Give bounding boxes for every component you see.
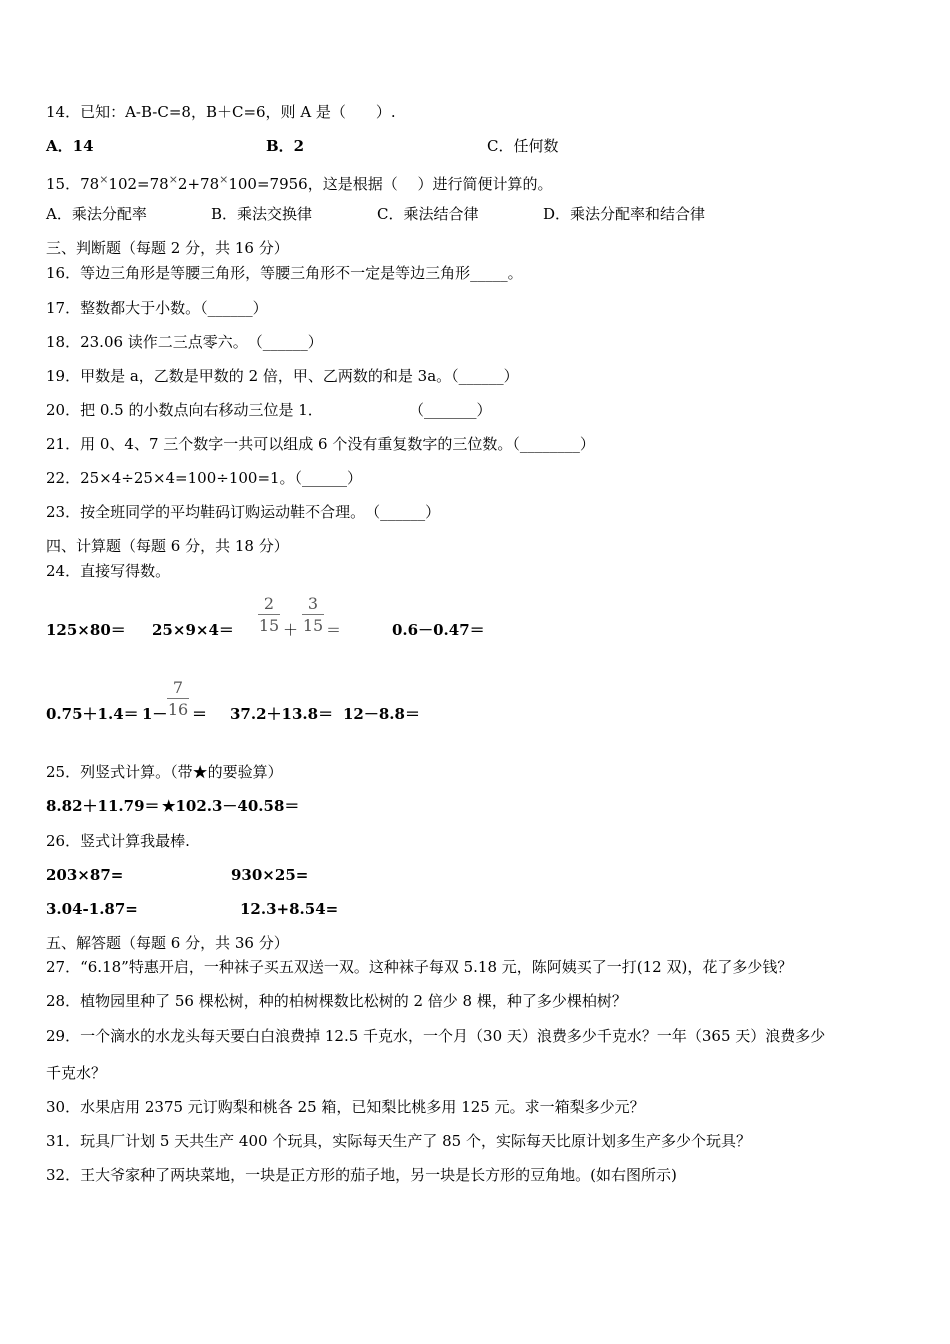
question-26: 26．竖式计算我最棒. xyxy=(46,832,190,850)
question-23: 23．按全班同学的平均鞋码订购运动鞋不合理。 （______） xyxy=(46,503,441,521)
question-28: 28．植物园里种了 56 棵松树，种的柏树棵数比松树的 2 倍少 8 棵，种了多少棵柏树？ xyxy=(46,992,627,1010)
question-22: 22．25×4÷25×4=100÷100=1。（______） xyxy=(46,469,363,487)
question-24: 24．直接写得数。 xyxy=(46,562,171,580)
q15-part-d: 100=7956，这是根据（ ）进行简便计算的。 xyxy=(228,175,553,193)
question-32: 32．王大爷家种了两块菜地，一块是正方形的茄子地，另一块是长方形的豆角地。(如右图所示) xyxy=(46,1166,677,1184)
times-sign-icon: × xyxy=(99,173,109,186)
calc-item: 12.3+8.54= xyxy=(240,900,339,918)
calc-item-starred: ★102.3－40.58＝ xyxy=(162,797,300,815)
q15-part-a: 15．78 xyxy=(46,175,100,193)
fraction-denominator: 15 xyxy=(258,616,280,635)
q15-part-b: 102=78 xyxy=(108,175,169,193)
q15-option-d: D．乘法分配率和结合律 xyxy=(543,205,706,223)
question-17: 17．整数都大于小数。（______） xyxy=(46,299,268,317)
q15-part-c: 2+78 xyxy=(177,175,220,193)
question-30: 30．水果店用 2375 元订购梨和桃各 25 箱，已知梨比桃多用 125 元。求一箱梨多少元？ xyxy=(46,1098,645,1116)
fraction-bar xyxy=(302,614,324,615)
fraction-numerator: 3 xyxy=(307,594,319,613)
question-16: 16．等边三角形是等腰三角形，等腰三角形不一定是等边三角形_____。 xyxy=(46,264,523,282)
question-25: 25．列竖式计算。（带★的要验算） xyxy=(46,763,283,781)
q15-option-a: A．乘法分配率 xyxy=(46,205,147,223)
equals-sign: ＝ xyxy=(326,621,342,639)
fraction-3-15 xyxy=(302,594,324,635)
section-5-heading: 五、解答题（每题 6 分，共 36 分） xyxy=(46,934,289,952)
calc-item: 3.04-1.87= xyxy=(46,900,138,918)
calc-item: 37.2＋13.8＝ xyxy=(230,705,334,723)
fraction-7-16 xyxy=(167,678,189,719)
times-sign-icon: × xyxy=(168,173,178,186)
fraction-bar xyxy=(167,698,189,699)
calc-item: 930×25= xyxy=(231,866,309,884)
calc-item: 25×9×4＝ xyxy=(152,621,234,639)
q14-option-a: A．14 xyxy=(46,137,94,155)
calc-item: 0.6－0.47＝ xyxy=(392,621,485,639)
question-18: 18．23.06 读作二三点零六。 （______） xyxy=(46,333,323,351)
question-29-continued: 千克水？ xyxy=(46,1064,107,1082)
fraction-2-15 xyxy=(258,594,280,635)
question-20-blank: （_______） xyxy=(409,401,492,419)
question-21: 21．用 0、4、7 三个数字一共可以组成 6 个没有重复数字的三位数。（________） xyxy=(46,435,595,453)
fraction-bar xyxy=(258,614,280,615)
question-20: 20．把 0.5 的小数点向右移动三位是 1． xyxy=(46,401,323,419)
q15-option-b: B．乘法交换律 xyxy=(211,205,313,223)
plus-sign: ＋ xyxy=(283,621,299,639)
section-3-heading: 三、判断题（每题 2 分，共 16 分） xyxy=(46,239,289,257)
question-31: 31．玩具厂计划 5 天共生产 400 个玩具，实际每天生产了 85 个，实际每天比原计划多生产多少个玩具？ xyxy=(46,1132,751,1150)
question-14: 14．已知：A-B-C=8，B＋C=6，则 A 是（ ）. xyxy=(46,103,396,121)
question-19: 19．甲数是 a，乙数是甲数的 2 倍，甲、乙两数的和是 3a。（______） xyxy=(46,367,519,385)
fraction-numerator: 2 xyxy=(263,594,275,613)
times-sign-icon: × xyxy=(219,173,229,186)
calc-item: 0.75＋1.4＝ xyxy=(46,705,139,723)
calc-item: 203×87= xyxy=(46,866,124,884)
question-27: 27．“6.18”特惠开启，一种袜子买五双送一双。这种袜子每双 5.18 元，陈阿姨买了一打(12 双)，花了多少钱？ xyxy=(46,958,793,976)
calc-item: 125×80＝ xyxy=(46,621,126,639)
calc-item: 12－8.8＝ xyxy=(343,705,420,723)
q14-option-b: B．2 xyxy=(266,137,305,155)
calc-item: 1－ xyxy=(142,705,168,723)
fraction-denominator: 16 xyxy=(167,700,189,719)
q14-option-c: C．任何数 xyxy=(487,137,559,155)
section-4-heading: 四、计算题（每题 6 分，共 18 分） xyxy=(46,537,289,555)
calc-item: 8.82＋11.79＝ xyxy=(46,797,160,815)
question-15 xyxy=(46,170,553,194)
equals-sign: ＝ xyxy=(192,705,208,723)
q15-option-c: C．乘法结合律 xyxy=(377,205,479,223)
fraction-numerator: 7 xyxy=(172,678,184,697)
question-29: 29．一个滴水的水龙头每天要白白浪费掉 12.5 千克水，一个月（30 天）浪费多少千克水？一年（365 天）浪费多少 xyxy=(46,1027,826,1045)
fraction-denominator: 15 xyxy=(302,616,324,635)
